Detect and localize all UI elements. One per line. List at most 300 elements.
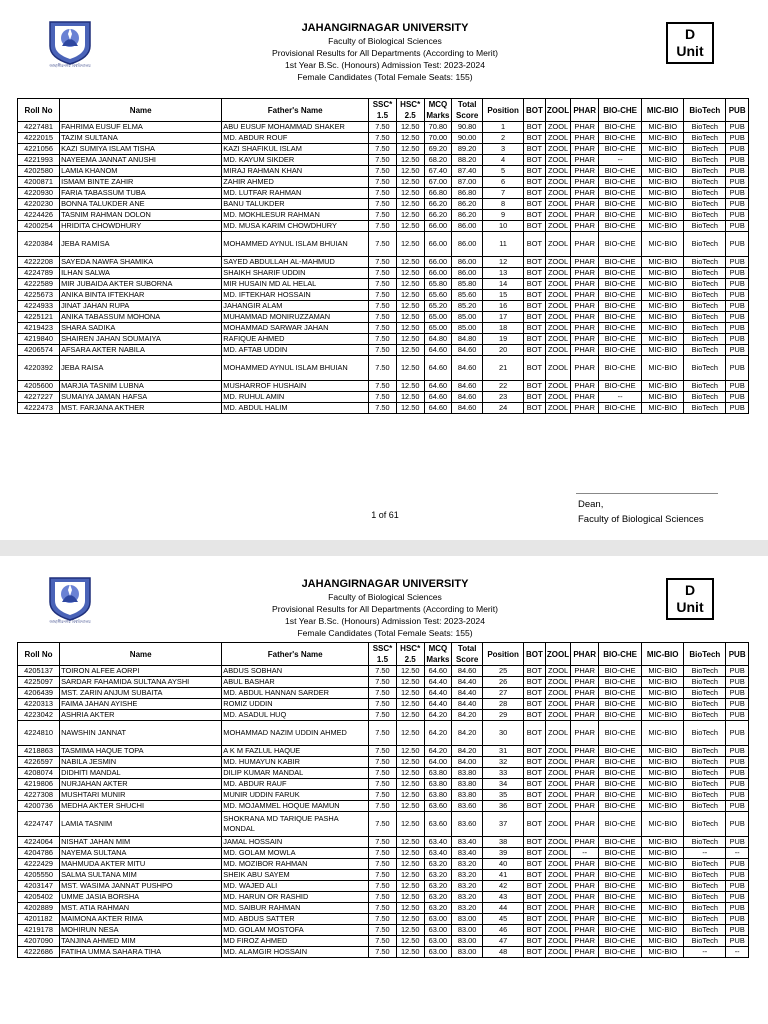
table-cell: BioTech: [684, 925, 726, 936]
table-cell: PHAR: [571, 301, 599, 312]
table-cell: MD. ABDUR ROUF: [222, 133, 369, 144]
table-cell: BOT: [524, 155, 546, 166]
table-cell: 86.00: [452, 232, 483, 257]
table-cell: BOT: [524, 870, 546, 881]
table-cell: 1: [483, 122, 524, 133]
table-cell: BioTech: [684, 779, 726, 790]
table-cell: PUB: [726, 859, 749, 870]
col-biotech: BioTech: [684, 99, 726, 122]
table-cell: 12.50: [396, 177, 424, 188]
table-cell: BIO-CHE: [599, 323, 642, 334]
table-cell: MIC-BIO: [642, 914, 684, 925]
table-row: [18, 403, 749, 414]
table-cell: ZOOL: [545, 301, 571, 312]
table-row: [18, 166, 749, 177]
table-cell: 30: [483, 721, 524, 746]
table-cell: BioTech: [684, 859, 726, 870]
table-cell: BOT: [524, 947, 546, 958]
table-cell: 4227227: [18, 392, 60, 403]
table-cell: 7.50: [369, 859, 397, 870]
table-cell: MD. WAJED ALI: [222, 881, 369, 892]
table-cell: 15: [483, 290, 524, 301]
table-cell: NABILA JESMIN: [60, 757, 222, 768]
table-cell: 86.00: [452, 221, 483, 232]
table-cell: PUB: [726, 279, 749, 290]
table-cell: PUB: [726, 801, 749, 812]
results-table-page-1: [17, 98, 749, 414]
table-cell: 7.50: [369, 144, 397, 155]
table-cell: 66.80: [424, 188, 452, 199]
table-cell: 7: [483, 188, 524, 199]
table-cell: PUB: [726, 177, 749, 188]
table-cell: MOHIRUN NESA: [60, 925, 222, 936]
table-cell: DILIP KUMAR MANDAL: [222, 768, 369, 779]
table-cell: BOT: [524, 790, 546, 801]
table-cell: 42: [483, 881, 524, 892]
table-cell: 4222429: [18, 859, 60, 870]
table-cell: PHAR: [571, 290, 599, 301]
col-bioche: BIO-CHE: [599, 99, 642, 122]
table-cell: BioTech: [684, 345, 726, 356]
table-row: [18, 757, 749, 768]
table-cell: PUB: [726, 403, 749, 414]
table-cell: ZOOL: [545, 221, 571, 232]
table-row: [18, 870, 749, 881]
table-cell: 12.50: [396, 221, 424, 232]
table-cell: BOT: [524, 232, 546, 257]
table-cell: 68.20: [424, 155, 452, 166]
col-phar: PHAR: [571, 643, 599, 666]
table-cell: 4205600: [18, 381, 60, 392]
table-cell: 17: [483, 312, 524, 323]
table-cell: BIO-CHE: [599, 688, 642, 699]
table-cell: SHOKRANA MD TARIQUE PASHA MONDAL: [222, 812, 369, 837]
table-cell: BIO-CHE: [599, 210, 642, 221]
table-cell: BOT: [524, 746, 546, 757]
table-cell: 66.20: [424, 199, 452, 210]
table-cell: BOT: [524, 837, 546, 848]
table-cell: 4207090: [18, 936, 60, 947]
table-cell: ZOOL: [545, 666, 571, 677]
table-cell: 63.60: [424, 801, 452, 812]
table-row: [18, 290, 749, 301]
table-cell: BioTech: [684, 892, 726, 903]
table-cell: ZOOL: [545, 947, 571, 958]
table-cell: BOT: [524, 666, 546, 677]
table-cell: BioTech: [684, 699, 726, 710]
table-cell: 4205137: [18, 666, 60, 677]
table-cell: ZOOL: [545, 199, 571, 210]
table-cell: MIC-BIO: [642, 312, 684, 323]
col-roll: Roll No: [18, 643, 60, 666]
table-cell: AFSARA AKTER NABILA: [60, 345, 222, 356]
table-cell: 87.40: [452, 166, 483, 177]
table-cell: 4220230: [18, 199, 60, 210]
table-cell: BIO-CHE: [599, 914, 642, 925]
table-cell: 12.50: [396, 334, 424, 345]
table-cell: PUB: [726, 721, 749, 746]
table-cell: ZOOL: [545, 768, 571, 779]
col-mcq: MCQ Marks: [424, 643, 452, 666]
table-cell: PHAR: [571, 859, 599, 870]
table-row: [18, 903, 749, 914]
table-cell: 63.00: [424, 936, 452, 947]
table-cell: PHAR: [571, 914, 599, 925]
table-cell: 4208074: [18, 768, 60, 779]
table-cell: 12.50: [396, 188, 424, 199]
table-cell: BioTech: [684, 290, 726, 301]
table-cell: BioTech: [684, 199, 726, 210]
table-cell: 12.50: [396, 848, 424, 859]
table-cell: 7.50: [369, 870, 397, 881]
table-cell: MIC-BIO: [642, 666, 684, 677]
table-cell: BioTech: [684, 881, 726, 892]
table-cell: BIO-CHE: [599, 746, 642, 757]
table-cell: 4204786: [18, 848, 60, 859]
table-cell: BIO-CHE: [599, 334, 642, 345]
table-cell: MIC-BIO: [642, 677, 684, 688]
table-cell: 63.40: [424, 837, 452, 848]
table-cell: PHAR: [571, 334, 599, 345]
table-cell: 39: [483, 848, 524, 859]
table-cell: 7.50: [369, 881, 397, 892]
table-cell: MST. WASIMA JANNAT PUSHPO: [60, 881, 222, 892]
table-cell: BIO-CHE: [599, 721, 642, 746]
table-cell: PHAR: [571, 122, 599, 133]
table-cell: PHAR: [571, 323, 599, 334]
table-cell: PHAR: [571, 892, 599, 903]
table-row: [18, 947, 749, 958]
table-cell: 12: [483, 257, 524, 268]
page-number: 1 of 61: [371, 510, 399, 520]
table-cell: MIC-BIO: [642, 392, 684, 403]
table-cell: BOT: [524, 257, 546, 268]
table-cell: 7.50: [369, 710, 397, 721]
table-cell: 4227308: [18, 790, 60, 801]
table-row: [18, 721, 749, 746]
table-cell: BOT: [524, 279, 546, 290]
table-cell: MST. ATIA RAHMAN: [60, 903, 222, 914]
table-cell: 66.00: [424, 232, 452, 257]
table-cell: ZOOL: [545, 356, 571, 381]
table-cell: PHAR: [571, 257, 599, 268]
table-cell: 7.50: [369, 812, 397, 837]
table-row: [18, 677, 749, 688]
table-cell: NISHAT JAHAN MIM: [60, 837, 222, 848]
table-row: [18, 279, 749, 290]
table-cell: 12.50: [396, 144, 424, 155]
table-cell: PHAR: [571, 837, 599, 848]
table-cell: MIC-BIO: [642, 837, 684, 848]
table-cell: BioTech: [684, 870, 726, 881]
table-row: [18, 936, 749, 947]
table-cell: 4227481: [18, 122, 60, 133]
table-cell: 12.50: [396, 677, 424, 688]
table-cell: PUB: [726, 188, 749, 199]
table-cell: BioTech: [684, 677, 726, 688]
table-cell: 66.00: [424, 268, 452, 279]
col-pub: PUB: [726, 99, 749, 122]
table-cell: ZOOL: [545, 210, 571, 221]
table-cell: PHAR: [571, 666, 599, 677]
table-cell: MIC-BIO: [642, 768, 684, 779]
table-cell: MD. RUHUL AMIN: [222, 392, 369, 403]
table-cell: ZOOL: [545, 779, 571, 790]
table-cell: 12.50: [396, 199, 424, 210]
table-row: [18, 155, 749, 166]
table-cell: MUNIR UDDIN FARUK: [222, 790, 369, 801]
table-cell: BOT: [524, 381, 546, 392]
table-cell: ZOOL: [545, 177, 571, 188]
table-cell: BIO-CHE: [599, 677, 642, 688]
table-cell: BOT: [524, 144, 546, 155]
table-cell: MIC-BIO: [642, 345, 684, 356]
table-cell: 4220392: [18, 356, 60, 381]
table-cell: 41: [483, 870, 524, 881]
table-cell: ZOOL: [545, 312, 571, 323]
table-cell: 7.50: [369, 133, 397, 144]
unit-box: [666, 578, 714, 620]
table-cell: BioTech: [684, 312, 726, 323]
table-cell: 63.80: [424, 790, 452, 801]
table-cell: 86.80: [452, 188, 483, 199]
table-cell: 43: [483, 892, 524, 903]
table-cell: BOT: [524, 757, 546, 768]
table-cell: JEBA RAISA: [60, 356, 222, 381]
table-cell: PHAR: [571, 688, 599, 699]
table-cell: BIO-CHE: [599, 666, 642, 677]
table-cell: BOT: [524, 903, 546, 914]
table-cell: PHAR: [571, 710, 599, 721]
table-cell: FAHRIMA EUSUF ELMA: [60, 122, 222, 133]
table-cell: BIO-CHE: [599, 757, 642, 768]
table-cell: 35: [483, 790, 524, 801]
results-table-page-2: [17, 642, 749, 958]
table-cell: 83.00: [452, 925, 483, 936]
table-cell: MIC-BIO: [642, 122, 684, 133]
table-row: [18, 790, 749, 801]
table-cell: FAIMA JAHAN AYISHE: [60, 699, 222, 710]
table-cell: BioTech: [684, 166, 726, 177]
table-cell: 28: [483, 699, 524, 710]
table-cell: 4221993: [18, 155, 60, 166]
table-cell: PUB: [726, 881, 749, 892]
table-cell: BIO-CHE: [599, 403, 642, 414]
table-cell: PUB: [726, 334, 749, 345]
table-cell: TASMIMA HAQUE TOPA: [60, 746, 222, 757]
table-cell: MIC-BIO: [642, 936, 684, 947]
table-cell: PUB: [726, 133, 749, 144]
table-cell: PHAR: [571, 279, 599, 290]
table-cell: 63.20: [424, 870, 452, 881]
table-cell: BIO-CHE: [599, 870, 642, 881]
table-cell: PUB: [726, 345, 749, 356]
table-cell: 4205402: [18, 892, 60, 903]
table-cell: 18: [483, 323, 524, 334]
table-cell: UMME JASIA BORSHA: [60, 892, 222, 903]
table-cell: 12.50: [396, 801, 424, 812]
table-cell: 5: [483, 166, 524, 177]
table-cell: ZOOL: [545, 381, 571, 392]
table-cell: PUB: [726, 870, 749, 881]
table-cell: 12.50: [396, 403, 424, 414]
table-cell: MOHAMMED AYNUL ISLAM BHUIAN: [222, 232, 369, 257]
table-cell: MIC-BIO: [642, 801, 684, 812]
table-cell: MIC-BIO: [642, 323, 684, 334]
table-cell: 7.50: [369, 757, 397, 768]
col-mcq: MCQ Marks: [424, 99, 452, 122]
table-cell: 63.00: [424, 914, 452, 925]
table-cell: 12.50: [396, 301, 424, 312]
table-cell: 83.00: [452, 947, 483, 958]
table-cell: JEBA RAMISA: [60, 232, 222, 257]
table-cell: 12.50: [396, 312, 424, 323]
table-cell: MIC-BIO: [642, 188, 684, 199]
table-cell: MIC-BIO: [642, 812, 684, 837]
table-cell: 40: [483, 859, 524, 870]
table-cell: MST. FARJANA AKTHER: [60, 403, 222, 414]
table-cell: 12.50: [396, 699, 424, 710]
table-cell: 84.60: [452, 345, 483, 356]
table-cell: MD. ABDUL HANNAN SARDER: [222, 688, 369, 699]
table-cell: PUB: [726, 757, 749, 768]
table-cell: 7.50: [369, 279, 397, 290]
table-cell: 12.50: [396, 779, 424, 790]
table-cell: ZOOL: [545, 268, 571, 279]
test-line: 1st Year B.Sc. (Honours) Admission Test: 2023-2024: [285, 616, 485, 626]
table-cell: 4220930: [18, 188, 60, 199]
dean-signature: [578, 497, 704, 527]
results-line: Provisional Results for All Departments (According to Merit): [272, 604, 498, 614]
table-row: [18, 221, 749, 232]
table-cell: 64.20: [424, 721, 452, 746]
table-cell: KAZI SHAFIKUL ISLAM: [222, 144, 369, 155]
table-row: [18, 268, 749, 279]
table-cell: MD. AFTAB UDDIN: [222, 345, 369, 356]
table-cell: 4206439: [18, 688, 60, 699]
table-cell: 4220313: [18, 699, 60, 710]
table-cell: 63.20: [424, 903, 452, 914]
table-cell: TAZIM SULTANA: [60, 133, 222, 144]
table-cell: ZOOL: [545, 790, 571, 801]
table-cell: 3: [483, 144, 524, 155]
table-cell: MIC-BIO: [642, 257, 684, 268]
table-cell: PUB: [726, 812, 749, 837]
table-cell: JINAT JAHAN RUPA: [60, 301, 222, 312]
table-cell: MIC-BIO: [642, 199, 684, 210]
table-cell: 83.20: [452, 903, 483, 914]
table-cell: BANU TALUKDER: [222, 199, 369, 210]
table-cell: 67.00: [424, 177, 452, 188]
table-cell: 63.80: [424, 768, 452, 779]
table-cell: PHAR: [571, 199, 599, 210]
table-cell: 12.50: [396, 210, 424, 221]
table-cell: ZOOL: [545, 903, 571, 914]
table-cell: BOT: [524, 210, 546, 221]
table-cell: ISMAM BINTE ZAHIR: [60, 177, 222, 188]
table-cell: PHAR: [571, 790, 599, 801]
table-cell: PHAR: [571, 903, 599, 914]
university-logo: [46, 16, 94, 68]
university-title: JAHANGIRNAGAR UNIVERSITY: [301, 22, 469, 34]
table-cell: BOT: [524, 199, 546, 210]
table-cell: 7.50: [369, 837, 397, 848]
table-cell: 4222589: [18, 279, 60, 290]
table-cell: ZOOL: [545, 345, 571, 356]
table-cell: MIC-BIO: [642, 848, 684, 859]
table-cell: 12.50: [396, 290, 424, 301]
table-cell: 85.20: [452, 301, 483, 312]
table-cell: 12.50: [396, 870, 424, 881]
col-bot: BOT: [524, 643, 546, 666]
table-cell: 86.20: [452, 199, 483, 210]
table-cell: SAYED ABDULLAH AL-MAHMUD: [222, 257, 369, 268]
table-cell: 84.60: [452, 666, 483, 677]
table-cell: MIR HUSAIN MD AL HELAL: [222, 279, 369, 290]
table-cell: MIC-BIO: [642, 757, 684, 768]
table-cell: 83.80: [452, 790, 483, 801]
table-cell: 2: [483, 133, 524, 144]
table-cell: 83.80: [452, 779, 483, 790]
table-cell: PUB: [726, 122, 749, 133]
table-cell: 4222208: [18, 257, 60, 268]
table-cell: MIC-BIO: [642, 133, 684, 144]
table-cell: 90.80: [452, 122, 483, 133]
table-cell: 7.50: [369, 768, 397, 779]
table-cell: BIO-CHE: [599, 801, 642, 812]
table-cell: BioTech: [684, 155, 726, 166]
table-cell: 67.40: [424, 166, 452, 177]
table-cell: 64.40: [424, 688, 452, 699]
table-cell: BOT: [524, 334, 546, 345]
table-cell: PHAR: [571, 155, 599, 166]
table-cell: 7.50: [369, 721, 397, 746]
table-cell: 7.50: [369, 848, 397, 859]
test-line: 1st Year B.Sc. (Honours) Admission Test: 2023-2024: [285, 60, 485, 70]
table-cell: PUB: [726, 936, 749, 947]
col-position: Position: [483, 643, 524, 666]
table-cell: MIC-BIO: [642, 779, 684, 790]
table-cell: 4219178: [18, 925, 60, 936]
table-cell: 7.50: [369, 403, 397, 414]
table-cell: MD. IFTEKHAR HOSSAIN: [222, 290, 369, 301]
table-cell: 4200871: [18, 177, 60, 188]
table-cell: 12.50: [396, 392, 424, 403]
table-cell: PHAR: [571, 677, 599, 688]
table-cell: ZOOL: [545, 914, 571, 925]
table-cell: BIO-CHE: [599, 903, 642, 914]
table-cell: ZOOL: [545, 323, 571, 334]
table-cell: BONNA TALUKDER ANE: [60, 199, 222, 210]
table-cell: 10: [483, 221, 524, 232]
table-cell: MOHAMMAD SARWAR JAHAN: [222, 323, 369, 334]
faculty-line: Faculty of Biological Sciences: [328, 592, 442, 602]
table-cell: BioTech: [684, 210, 726, 221]
table-cell: BIO-CHE: [599, 892, 642, 903]
table-cell: 7.50: [369, 903, 397, 914]
table-cell: 84.60: [452, 392, 483, 403]
table-cell: BIO-CHE: [599, 381, 642, 392]
table-row: [18, 334, 749, 345]
table-cell: NAWSHIN JANNAT: [60, 721, 222, 746]
table-cell: BioTech: [684, 301, 726, 312]
table-cell: BioTech: [684, 279, 726, 290]
table-cell: 7.50: [369, 392, 397, 403]
table-cell: 85.60: [452, 290, 483, 301]
table-cell: BIO-CHE: [599, 790, 642, 801]
table-cell: MD. KAYUM SIKDER: [222, 155, 369, 166]
table-cell: 6: [483, 177, 524, 188]
